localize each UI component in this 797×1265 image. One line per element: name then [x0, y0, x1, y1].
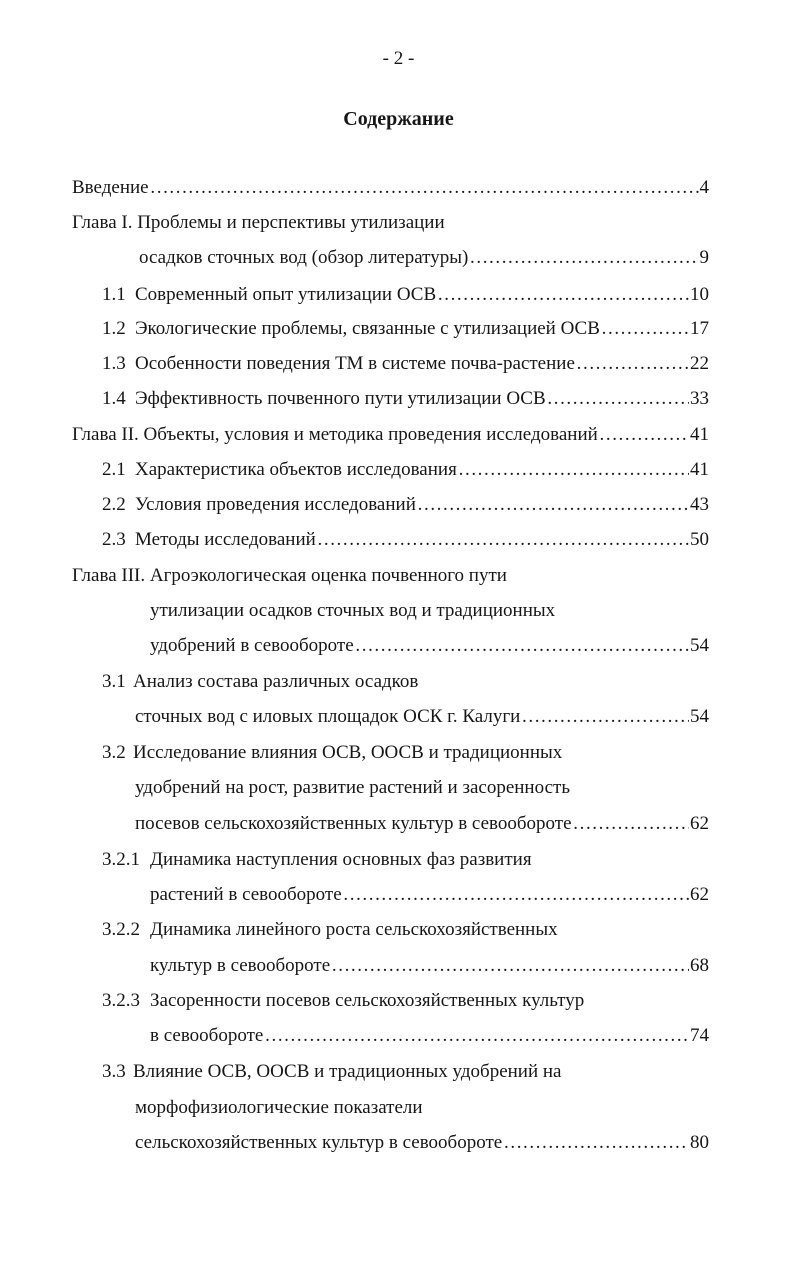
leader-dots — [458, 458, 689, 482]
toc-entry — [102, 741, 562, 765]
toc-entry — [102, 352, 709, 376]
toc-entry — [72, 564, 507, 588]
toc-entry — [135, 812, 709, 836]
toc-entry — [102, 458, 709, 482]
toc-entry-number: 3.1 — [102, 671, 126, 692]
toc-entry-page: 68 — [690, 955, 709, 976]
toc-entry — [102, 283, 709, 307]
toc-entry-text: морфофизиологические показатели — [135, 1097, 423, 1118]
toc-entry-text: Глава I. Проблемы и перспективы утилизации — [72, 212, 445, 233]
toc-entry — [135, 1131, 709, 1155]
toc-entry-text: сельскохозяйственных культур в севообороте — [135, 1132, 503, 1153]
toc-entry-number: 1.4 — [102, 388, 126, 409]
toc-entry-number: 1.1 — [102, 284, 126, 305]
toc-entry — [102, 1060, 561, 1084]
toc-entry-number: 1.2 — [102, 318, 126, 339]
leader-dots — [343, 883, 689, 907]
toc-entry — [72, 176, 709, 200]
leader-dots — [576, 352, 689, 376]
toc-entry-page: 41 — [690, 459, 709, 480]
toc-entry-number: 2.1 — [102, 459, 126, 480]
leader-dots — [547, 387, 689, 411]
toc-entry-text: Характеристика объектов исследования — [135, 459, 457, 480]
toc-entry-text: Экологические проблемы, связанные с утилизацией ОСВ — [135, 318, 600, 339]
toc-entry-page: 80 — [690, 1132, 709, 1153]
toc-entry-number: 3.2.3 — [102, 990, 140, 1011]
toc-entry — [102, 493, 709, 517]
toc-entry-page: 10 — [690, 284, 709, 305]
toc-entry-text: сточных вод с иловых площадок ОСК г. Калуги — [135, 706, 521, 727]
leader-dots — [573, 812, 689, 836]
leader-dots — [331, 954, 689, 978]
leader-dots — [521, 705, 689, 729]
toc-entry-text: Анализ состава различных осадков — [133, 671, 419, 692]
toc-entry-text: Современный опыт утилизации ОСВ — [135, 284, 437, 305]
toc-entry-number: 1.3 — [102, 353, 126, 374]
toc-entry-text: культур в севообороте — [150, 955, 331, 976]
toc-entry-page: 33 — [690, 388, 709, 409]
toc-entry-text: Глава III. Агроэкологическая оценка почвенного пути — [72, 565, 507, 586]
toc-entry — [150, 634, 709, 658]
toc-entry-text: удобрений в севообороте — [150, 635, 354, 656]
toc-entry — [72, 423, 709, 447]
toc-entry — [150, 1024, 709, 1048]
toc-entry — [102, 848, 532, 872]
toc-entry-number: 2.3 — [102, 529, 126, 550]
leader-dots — [317, 528, 689, 552]
toc-entry-text: посевов сельскохозяйственных культур в севообороте — [135, 813, 572, 834]
toc-entry-page: 9 — [699, 247, 709, 268]
toc-entry-text: растений в севообороте — [150, 884, 342, 905]
toc-entry-page: 50 — [690, 529, 709, 550]
toc-entry-text: Динамика линейного роста сельскохозяйственных — [150, 919, 558, 940]
toc-entry — [102, 989, 584, 1013]
toc-entry-page: 43 — [690, 494, 709, 515]
toc-entry-text: Условия проведения исследований — [135, 494, 416, 515]
toc-entry-page: 22 — [690, 353, 709, 374]
toc-entry-page: 4 — [699, 177, 709, 198]
toc-entry-page: 17 — [690, 318, 709, 339]
toc-entry — [135, 705, 709, 729]
toc-entry-page: 62 — [690, 884, 709, 905]
toc-entry-number: 3.3 — [102, 1061, 126, 1082]
toc-entry-number: 2.2 — [102, 494, 126, 515]
toc-entry — [135, 1096, 423, 1120]
leader-dots — [599, 423, 689, 447]
leader-dots — [469, 246, 698, 270]
toc-entry-text: удобрений на рост, развитие растений и засоренность — [135, 777, 570, 798]
toc-entry-text: Эффективность почвенного пути утилизации ОСВ — [135, 388, 546, 409]
leader-dots — [150, 176, 699, 200]
toc-entry-page: 62 — [690, 813, 709, 834]
toc-entry-text: в севообороте — [150, 1025, 264, 1046]
toc-entry — [150, 954, 709, 978]
toc-entry-number: 3.2.2 — [102, 919, 140, 940]
toc-entry — [150, 883, 709, 907]
toc-entry-text: осадков сточных вод (обзор литературы) — [139, 247, 469, 268]
leader-dots — [437, 283, 689, 307]
toc-entry — [102, 387, 709, 411]
toc-entry-number: 3.2.1 — [102, 849, 140, 870]
leader-dots — [601, 317, 689, 341]
toc-entry — [102, 528, 709, 552]
toc-entry-page: 74 — [690, 1025, 709, 1046]
toc-entry — [102, 918, 558, 942]
toc-entry — [102, 317, 709, 341]
toc-entry-text: Влияние ОСВ, ООСВ и традиционных удобрений на — [133, 1061, 562, 1082]
toc-entry — [102, 670, 418, 694]
toc-entry — [72, 211, 445, 235]
leader-dots — [264, 1024, 689, 1048]
toc-entry-page: 41 — [690, 424, 709, 445]
toc-entry-text: Методы исследований — [135, 529, 316, 550]
page-number: - 2 - — [382, 48, 415, 69]
leader-dots — [503, 1131, 689, 1155]
toc-entry-text: Введение — [72, 177, 149, 198]
toc-entry-page: 54 — [690, 635, 709, 656]
page-title: Содержание — [343, 108, 454, 130]
toc-entry — [135, 776, 570, 800]
toc-entry-text: Засоренности посевов сельскохозяйственных культур — [150, 990, 585, 1011]
toc-entry-page: 54 — [690, 706, 709, 727]
toc-entry — [139, 246, 709, 270]
toc-entry-text: Исследование влияния ОСВ, ООСВ и традиционных — [133, 742, 563, 763]
leader-dots — [417, 493, 689, 517]
toc-entry-text: Динамика наступления основных фаз развития — [150, 849, 532, 870]
toc-entry-text: утилизации осадков сточных вод и традиционных — [150, 600, 556, 621]
toc-entry — [150, 599, 555, 623]
toc-entry-number: 3.2 — [102, 742, 126, 763]
leader-dots — [355, 634, 689, 658]
toc-entry-text: Особенности поведения ТМ в системе почва-растение — [135, 353, 575, 374]
toc-entry-text: Глава II. Объекты, условия и методика проведения исследований — [72, 424, 598, 445]
